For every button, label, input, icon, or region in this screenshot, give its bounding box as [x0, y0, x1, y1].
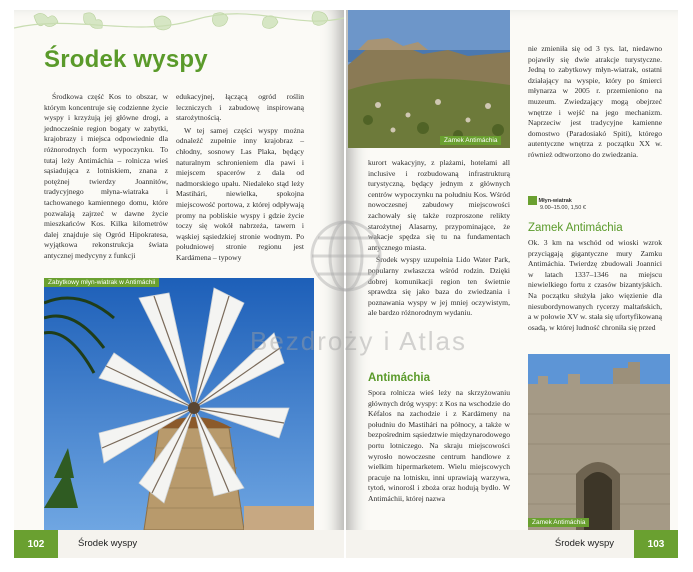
paragraph: Ok. 3 km na wschód od wioski wzrok przyciągają gigantyczne mury Zamku Antimáchia. Twierdzę zbudowali Joannici w latach 1337–1346 na miejscu niewielkiego fortu z czasów bizantyjskich. Na początku służyła jako więzienie dla niesubordynowanych rycerzy maltańskich, a w połowie XV w. stała się ufortyfikowaną osadą, w której ludność chroniła się przed [528, 238, 662, 332]
page-footer [14, 530, 344, 558]
windmill-photo [44, 278, 314, 530]
page-footer [346, 530, 678, 558]
right-page [346, 10, 678, 558]
info-box [528, 196, 586, 211]
page-number: 103 [634, 530, 678, 558]
paragraph: kurort wakacyjny, z plażami, hotelami all inclusive i rozbudowaną infrastrukturą turystyczną, będący jednym z głównych centrów wypoczynku na południu Kos. Wśród nowoczesnej zabudowy miejscowości zachowały się także rozproszone relikty starożytnej Alasarny, przypominające, że wakacje spędza się tu na fundamentach antycznego miasta. [368, 158, 510, 252]
castle-landscape-photo [348, 10, 510, 148]
paragraph: Środek wyspy uzupełnia Lido Water Park, popularny zwłaszcza wśród rodzin. Dzięki dobrej komunikacji region ten świetnie sprawdza się jako baza do zwiedzania i poznawania wyspy w jej mniej oczywistym, ale bardzo różnorodnym wydaniu. [368, 255, 510, 318]
section-heading-antimachia: Antimáchia [368, 372, 430, 384]
text-column-2 [528, 44, 662, 163]
text-column-2 [176, 92, 304, 266]
text-column-1 [44, 92, 168, 264]
photo-caption: Zabytkowy młyn-wiatrak w Antimáchii [44, 278, 159, 287]
paragraph: W tej samej części wyspy można odnaleźć zupełnie inny krajobraz – chłodny, sosnowy Las Plaka, będący naturalnym schronieniem dla pawi i miejscem spacerów z dala od nadmorskiego upału. Niedaleko stąd leży Mastihári, niewielka, spokojna miejscowość portowa, z której odpływają promy na pobliskie wyspy i gdzie życie toczy się wokół nabrzeża, tawern i wąskiej sąsiedzkiej stronie wodnym. Po południowej stronie regionu jest Kardámena – typowy [176, 125, 304, 262]
watermark: Bezdroży i Atlas [250, 326, 467, 356]
paragraph: Środkowa część Kos to obszar, w którym koncentruje się codzienne życie wyspy i krzyżują jej główne drogi, a jednocześnie region bogaty w zabytki, krajobrazy i miejsca odpowiednie dla różnorodnych form wypoczynku. To tutaj leży Antimáchia – rolnicza wieś sąsiadująca z lotniskiem, znana z potężnej twierdzy Joannitów, tradycyjnego młyna-wiatraka i tachowanego kamiennego domu, które pozwalają zajrzeć w dawne życie mieszkańców Kos. Kilka kilometrów dalej znajduje się Ogród Hipokratesa, wyjątkowa rekonstrukcja świata antycznej medycyny z funkcji [44, 92, 168, 260]
info-label: Młyn-wiatrak [538, 197, 572, 204]
left-page [14, 10, 344, 558]
page-title: Środek wyspy [44, 46, 208, 73]
globe-icon [306, 216, 386, 296]
windmill-icon [528, 196, 537, 205]
paragraph: Spora rolnicza wieś leży na skrzyżowaniu głównych dróg wyspy: z Kos na wschodzie do Kéfalos na zachodzie i z Kardámeny na południu do Mastihári na północy, a także w bezpośrednim sąsiedztwie międzynarodowego portu lotniczego. Na skraju miejscowości wyrosło nowoczesne centrum handlowe z wielkim hipermarketem. Wielu miejscowych pracuje na lotnisku, inni uprawiają warzywa, tytoń, winorośl i zboża oraz hodują bydło. W Antimáchii, której nazwa [368, 388, 510, 503]
text-column-1 [368, 158, 510, 321]
footer-title: Środek wyspy [78, 538, 138, 549]
vine-decoration [14, 10, 344, 50]
info-hours: 9.00–15.00, 1,50 € [540, 205, 586, 211]
antimachia-text [368, 388, 510, 507]
section-heading-zamek: Zamek Antimáchia [528, 222, 623, 234]
footer-title: Środek wyspy [554, 538, 614, 549]
photo-caption: Zamek Antimáchia [440, 136, 501, 145]
photo-caption: Zamek Antimáchia [528, 518, 589, 527]
paragraph: nie zmieniła się od 3 tys. lat, niedawno pojawiły się dwie atrakcje turystyczne. Jedną to zabytkowy młyn-wiatrak, ostatni działający na wyspie, który po śmierci młynarza w 2005 r. przemieniono na muzeum. Zwiedzający mogą obejrzeć wnętrze i wejść na jego mechanizm. Naprzeciw jest tradycyjne kamienne domostwo (Paradosiakó Spiti), którego autentyczne wnętrza z początku XX w. również odtworzono do zwiedzania. [528, 44, 662, 159]
zamek-text [528, 238, 662, 335]
castle-photo [528, 354, 670, 530]
page-number: 102 [14, 530, 58, 558]
paragraph: edukacyjnej, łączącą ogród roślin leczniczych i zabudowę inspirowaną starożytnością. [176, 92, 304, 123]
